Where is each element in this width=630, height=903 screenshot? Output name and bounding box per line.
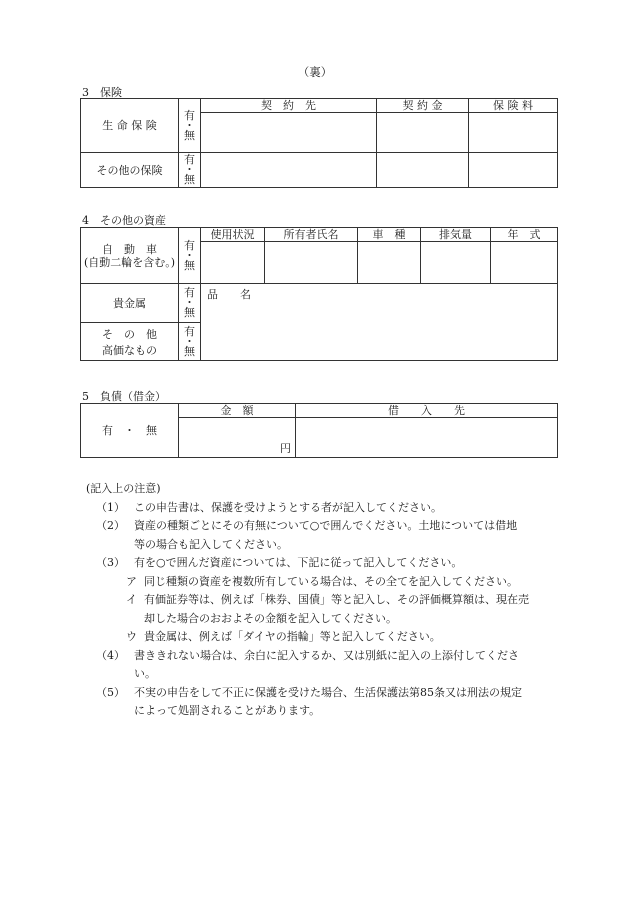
section-5-title: 5 負債（借金） bbox=[82, 390, 166, 403]
note-item: （4） 書ききれない場合は、余白に記入するか、又は別紙に記入の上添付してくださ い。 bbox=[96, 648, 519, 680]
debt-table bbox=[80, 403, 558, 458]
other-valuables-yes-no[interactable]: 有 ・ 無 bbox=[179, 323, 201, 361]
life-insurance-label: 生 命 保 険 bbox=[81, 99, 179, 153]
other-insurance-yes-no[interactable]: 有 ・ 無 bbox=[179, 153, 201, 188]
item-name-field[interactable] bbox=[201, 284, 558, 361]
header-model-year: 年 式 bbox=[491, 228, 558, 242]
life-amount-field[interactable] bbox=[377, 113, 469, 153]
note-item: （3） 有を○で囲んだ資産については、下記に従って記入してください。 bbox=[96, 556, 463, 569]
life-contractor-field[interactable] bbox=[201, 113, 377, 153]
precious-metals-label: 貴金属 bbox=[81, 284, 179, 323]
section-3-title: 3 保険 bbox=[82, 86, 122, 99]
header-amount: 金 額 bbox=[179, 404, 296, 418]
precious-metals-yes-no[interactable]: 有 ・ 無 bbox=[179, 284, 201, 323]
vehicle-label: 自 動 車 (自動二輪を含む。) bbox=[81, 228, 179, 284]
life-premium-field[interactable] bbox=[469, 113, 558, 153]
section-4-title: 4 その他の資産 bbox=[82, 214, 166, 227]
other-contractor-field[interactable] bbox=[201, 153, 377, 188]
other-valuables-label: そ の 他 高価なもの bbox=[81, 323, 179, 361]
header-displacement: 排気量 bbox=[421, 228, 491, 242]
usage-field[interactable] bbox=[201, 242, 265, 284]
other-amount-field[interactable] bbox=[377, 153, 469, 188]
displacement-field[interactable] bbox=[421, 242, 491, 284]
note-sub-item: ア 同じ種類の資産を複数所有している場合は、その全てを記入してください。 bbox=[126, 574, 518, 588]
header-lender: 借 入 先 bbox=[296, 404, 558, 418]
debt-amount-field[interactable] bbox=[179, 418, 296, 458]
note-item: （5） 不実の申告をして不正に保護を受けた場合、生活保護法第85条又は刑法の規定 によって処罰されることがあります。 bbox=[96, 685, 522, 717]
notes-section bbox=[86, 480, 566, 721]
lender-field[interactable] bbox=[296, 418, 558, 458]
owner-name-field[interactable] bbox=[265, 242, 358, 284]
note-sub-item: イ 有価証券等は、例えば「株券、国債」等と記入し、その評価概算額は、現在売 却した場合のおおよその金額を記入してください。 bbox=[126, 593, 529, 625]
debt-yes-no[interactable]: 有 ・ 無 bbox=[81, 404, 179, 458]
vehicle-type-field[interactable] bbox=[358, 242, 421, 284]
note-item: （1） この申告書は、保護を受けようとする者が記入してください。 bbox=[96, 500, 442, 514]
header-premium: 保 険 料 bbox=[469, 99, 558, 113]
vehicle-yes-no[interactable]: 有 ・ 無 bbox=[179, 228, 201, 284]
other-premium-field[interactable] bbox=[469, 153, 558, 188]
header-contract-amount: 契 約 金 bbox=[377, 99, 469, 113]
other-insurance-label: その他の保険 bbox=[81, 153, 179, 188]
note-item: （2） 資産の種類ごとにその有無について○で囲んでください。土地については借地 等の場合も記入してください。 bbox=[96, 519, 518, 551]
item-name-label: 品 名 bbox=[207, 288, 251, 301]
insurance-table bbox=[80, 98, 558, 188]
header-vehicle-type: 車 種 bbox=[358, 228, 421, 242]
header-usage: 使用状況 bbox=[201, 228, 265, 242]
note-sub-item: ウ 貴金属は、例えば「ダイヤの指輪」等と記入してください。 bbox=[126, 630, 441, 643]
header-owner-name: 所有者氏名 bbox=[265, 228, 358, 242]
page-header: （裏） bbox=[297, 65, 333, 79]
other-assets-table bbox=[80, 227, 558, 361]
model-year-field[interactable] bbox=[491, 242, 558, 284]
yen-unit: 円 bbox=[280, 442, 291, 455]
notes-title: (記入上の注意) bbox=[86, 482, 161, 495]
header-contractor: 契 約 先 bbox=[201, 99, 377, 113]
life-insurance-yes-no[interactable]: 有 ・ 無 bbox=[179, 99, 201, 153]
